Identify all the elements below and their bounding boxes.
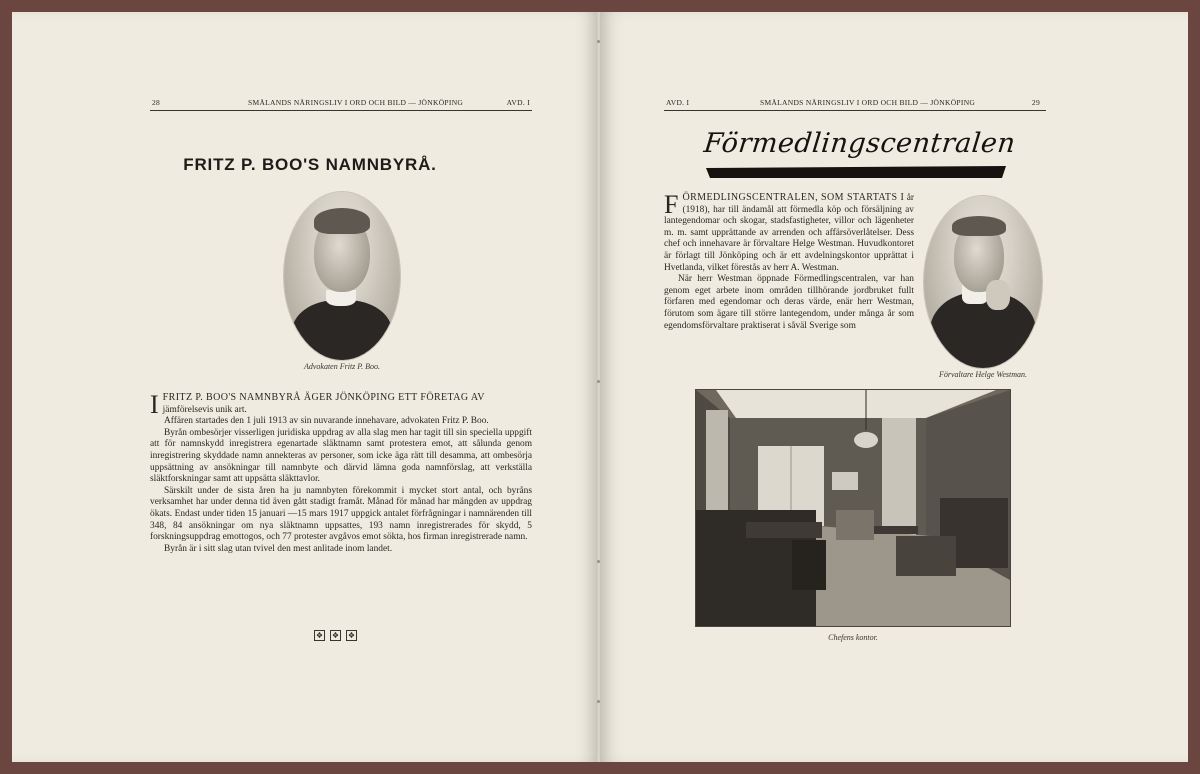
office-photo [696, 390, 1010, 626]
portrait-caption: Advokaten Fritz P. Boo. [303, 362, 381, 371]
office-photo-illustration [696, 390, 1010, 626]
right-page [600, 12, 1188, 762]
page-number: 28 [152, 98, 161, 107]
paragraph: Byrån är i sitt slag utan tvivel den mest anlitade inom landet. [164, 543, 393, 554]
portrait-fritz-boo [284, 192, 400, 360]
lead-rest: jämförelsevis unik art. [162, 404, 247, 415]
running-head-title: SMÅLANDS NÄRINGSLIV I ORD OCH BILD — JÖNKÖPING [248, 98, 464, 107]
right-running-head [664, 96, 1046, 111]
script-title-text: Förmedlingscentralen [702, 128, 1018, 159]
left-running-head [150, 96, 532, 111]
running-head-title: SMÅLANDS NÄRINGSLIV I ORD OCH BILD — JÖNKÖPING [760, 98, 976, 107]
portrait-helge-westman [924, 196, 1042, 368]
drop-cap: F [664, 190, 679, 219]
paragraph: Byrån ombesörjer visserligen juridiska uppdrag av alla slag men har tagit till sin speciella uppgift att för namnskydd inregistrera egenartade släktnamn samt protestera emot, att sålunda genom inregistrering skyddade namn annekteras av personer, som icke äga rätt till desamma, att ombesörja uppsättning av ansökningar till namnbyte och därvid lämna goda namnförslag, att verkställa släktforskningar samt att uppsätta släkttavlor. [150, 427, 532, 485]
photo-caption: Chefens kontor. [828, 633, 878, 642]
article-title: FRITZ P. BOO'S NAMNBYRÅ. [183, 155, 437, 174]
title-underline-flourish [706, 166, 1006, 178]
script-title [700, 128, 1018, 184]
lead-rest: år (1918), har till ändamål att förmedla köp och försäljning av lantegendomar och skogar, stadsfastigheter, villor och lägenheter m. m. samt upprättande av arrenden och affärsöverlåtelser. Dess chef och innehavare är förvaltare Helge Westman. Huvudkontoret är förlagt till Jönköping och är ett avdelningskontor upprättat i Hvetlanda, vilket förestås av herr A. Westman. [664, 193, 914, 273]
lead-caps: FRITZ P. BOO'S NAMNBYRÅ ÄGER JÖNKÖPING ETT FÖRETAG AV [162, 392, 485, 403]
drop-cap: I [150, 390, 159, 419]
left-page [12, 12, 598, 762]
portrait-caption: Förvaltare Helge Westman. [938, 370, 1028, 379]
section-label: AVD. I [666, 98, 690, 107]
paragraph: Affären startades den 1 juli 1913 av sin nuvarande innehavare, advokaten Fritz P. Boo. [164, 416, 489, 427]
right-article-body [664, 192, 914, 332]
paragraph: När herr Westman öppnade Förmedlingscentralen, var han genom eget arbete inom områden tillhörande jordbruket fullt förfaren med egendomar och deras värde, enär herr Westman, förutom som ägare till större lantegendom, under många år som egendomsförvaltare praktiserat i såväl Sverige som [664, 274, 914, 331]
lead-caps: ÖRMEDLINGSCENTRALEN, SOM STARTATS I [682, 192, 905, 203]
ornament-row [314, 630, 357, 641]
article-body [150, 392, 532, 555]
ornament-icon: ❖ [331, 630, 340, 640]
page-number: 29 [1031, 98, 1040, 107]
ornament-icon: ❖ [315, 630, 324, 640]
section-label: AVD. I [506, 98, 530, 107]
paragraph: Särskilt under de sista åren ha ju namnbyten förekommit i mycket stort antal, och byråns verksamhet har under denna tid även gått stadigt framåt. Månad för månad har mängden av uppdrag ökats. Endast under tiden 15 januari —15 mars 1917 uppgick antalet förfrågningar i namnärenden till 348, 84 ansökningar om nya släktnamn uppsattes, 193 namn inregistrerades för skydd, 5 forskningsuppdrag emottogos, och 77 protester avgåvos emot sökta, hos firman inregistrerade namn. [150, 485, 532, 543]
ornament-icon: ❖ [347, 630, 356, 640]
